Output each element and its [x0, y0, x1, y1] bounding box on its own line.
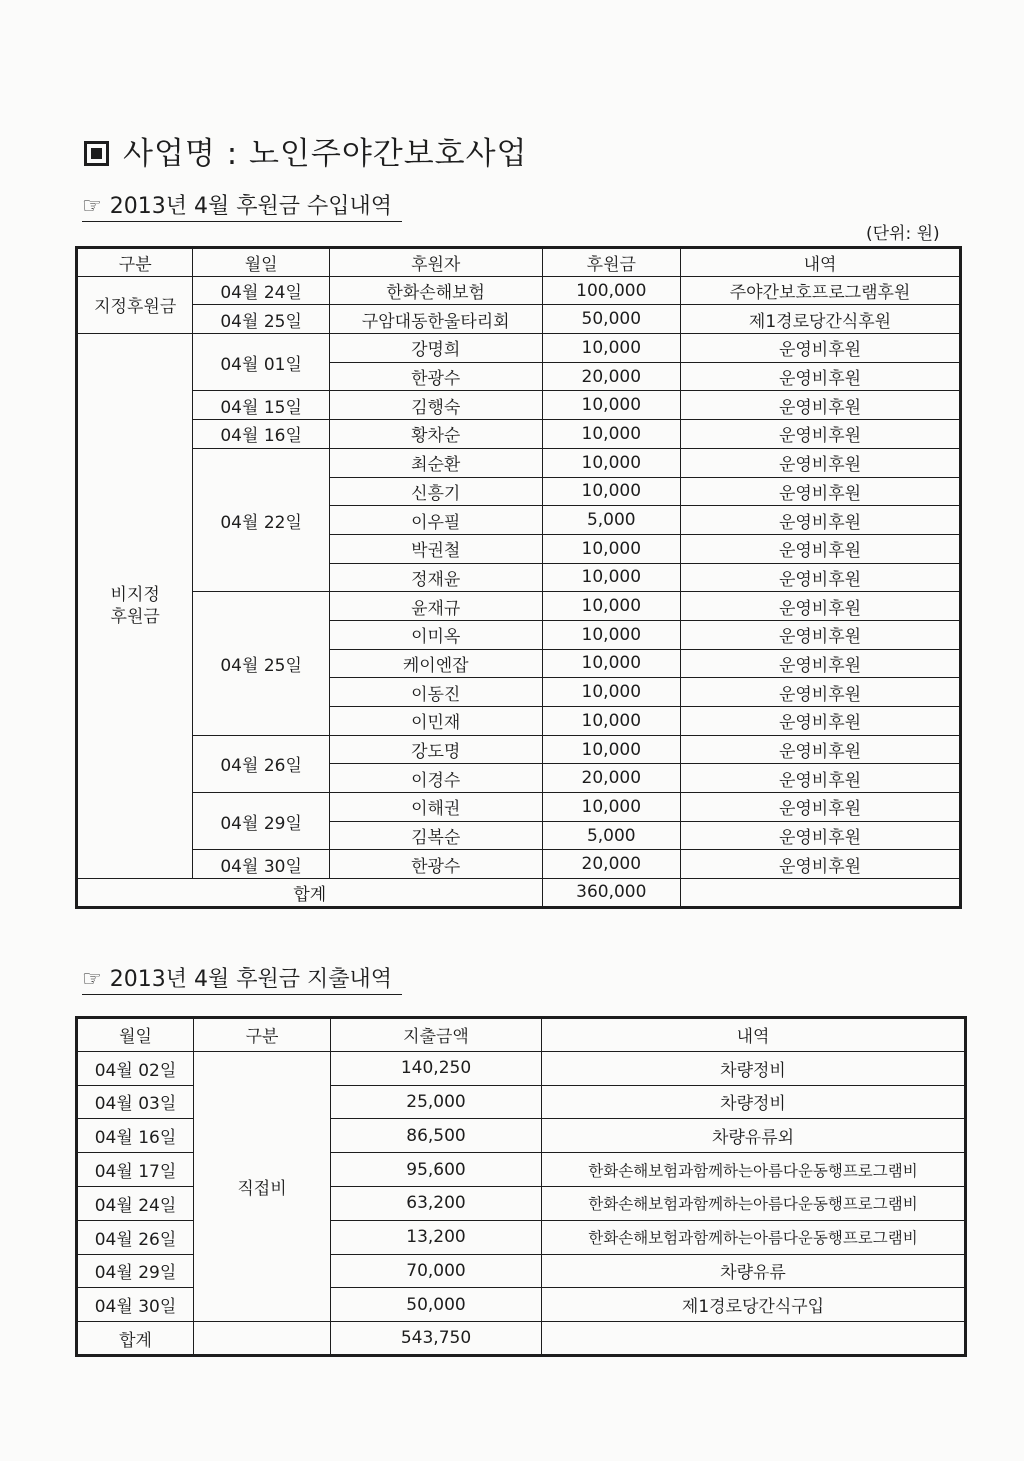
header-cell: 후원금	[542, 248, 680, 277]
date-cell: 04월 29일	[77, 1254, 194, 1288]
amount-cell: 10,000	[542, 620, 680, 649]
total-detail-cell	[681, 879, 961, 908]
date-cell: 04월 29일	[193, 793, 329, 850]
amount-cell: 70,000	[331, 1254, 542, 1288]
detail-cell: 운영비후원	[681, 334, 961, 363]
header-cell: 구분	[194, 1018, 331, 1052]
date-cell: 04월 15일	[193, 391, 329, 420]
header-cell: 구분	[77, 248, 193, 277]
donor-cell: 신흥기	[329, 477, 542, 506]
square-bullet-icon	[84, 141, 109, 166]
amount-cell: 10,000	[542, 334, 680, 363]
detail-cell: 차량유류외	[542, 1119, 966, 1153]
table-row	[77, 448, 961, 477]
expense-header-row	[77, 1018, 966, 1052]
header-cell: 내역	[681, 248, 961, 277]
donor-cell: 이미옥	[329, 620, 542, 649]
detail-cell: 주야간보호프로그램후원	[681, 276, 961, 305]
page-title-text: 사업명 : 노인주야간보호사업	[123, 136, 528, 172]
income-section-heading	[82, 189, 402, 222]
total-blank-cell	[194, 1322, 331, 1356]
detail-cell: 제1경로당간식구입	[542, 1288, 966, 1322]
donor-cell: 황차순	[329, 420, 542, 449]
amount-cell: 50,000	[331, 1288, 542, 1322]
donor-cell: 최순환	[329, 448, 542, 477]
detail-cell: 운영비후원	[681, 448, 961, 477]
page-title	[84, 128, 528, 173]
header-cell: 월일	[193, 248, 329, 277]
income-total-row	[77, 879, 961, 908]
table-row	[77, 391, 961, 420]
header-cell: 내역	[542, 1018, 966, 1052]
amount-cell: 5,000	[542, 506, 680, 535]
table-row	[77, 334, 961, 363]
detail-cell: 운영비후원	[681, 678, 961, 707]
unit-label: (단위: 원)	[866, 224, 940, 244]
donor-cell: 이우필	[329, 506, 542, 535]
donor-cell: 케이엔잡	[329, 649, 542, 678]
amount-cell: 10,000	[542, 592, 680, 621]
detail-cell: 운영비후원	[681, 764, 961, 793]
amount-cell: 25,000	[331, 1085, 542, 1119]
detail-cell: 운영비후원	[681, 592, 961, 621]
detail-cell: 운영비후원	[681, 534, 961, 563]
date-cell: 04월 30일	[193, 850, 329, 879]
date-cell: 04월 26일	[193, 735, 329, 792]
date-cell: 04월 25일	[193, 305, 329, 334]
table-row	[77, 735, 961, 764]
detail-cell: 운영비후원	[681, 563, 961, 592]
amount-cell: 10,000	[542, 448, 680, 477]
table-row	[77, 1051, 966, 1085]
nondesignated-category-cell: 비지정 후원금	[77, 334, 193, 879]
amount-cell: 20,000	[542, 362, 680, 391]
detail-cell: 한화손해보험과함께하는아름다운동행프로그램비	[542, 1186, 966, 1220]
amount-cell: 50,000	[542, 305, 680, 334]
detail-cell: 차량정비	[542, 1085, 966, 1119]
donor-cell: 정재윤	[329, 563, 542, 592]
donor-cell: 윤재규	[329, 592, 542, 621]
donor-cell: 구암대동한울타리회	[329, 305, 542, 334]
detail-cell: 차량유류	[542, 1254, 966, 1288]
amount-cell: 10,000	[542, 735, 680, 764]
income-header-row	[77, 248, 961, 277]
amount-cell: 10,000	[542, 678, 680, 707]
expense-section-heading	[82, 962, 402, 995]
total-label-cell: 합계	[77, 879, 543, 908]
date-cell: 04월 26일	[77, 1220, 194, 1254]
date-cell: 04월 30일	[77, 1288, 194, 1322]
donor-cell: 김행숙	[329, 391, 542, 420]
date-cell: 04월 16일	[77, 1119, 194, 1153]
detail-cell: 운영비후원	[681, 620, 961, 649]
income-table	[75, 246, 962, 909]
table-row	[77, 420, 961, 449]
amount-cell: 10,000	[542, 707, 680, 736]
amount-cell: 86,500	[331, 1119, 542, 1153]
detail-cell: 운영비후원	[681, 821, 961, 850]
amount-cell: 20,000	[542, 764, 680, 793]
amount-cell: 100,000	[542, 276, 680, 305]
date-cell: 04월 01일	[193, 334, 329, 391]
detail-cell: 운영비후원	[681, 391, 961, 420]
date-cell: 04월 24일	[77, 1186, 194, 1220]
detail-cell: 차량정비	[542, 1051, 966, 1085]
donor-cell: 한광수	[329, 362, 542, 391]
amount-cell: 10,000	[542, 793, 680, 822]
donor-cell: 박권철	[329, 534, 542, 563]
amount-cell: 10,000	[542, 391, 680, 420]
detail-cell: 한화손해보험과함께하는아름다운동행프로그램비	[542, 1153, 966, 1187]
header-cell: 지출금액	[331, 1018, 542, 1052]
detail-cell: 운영비후원	[681, 793, 961, 822]
amount-cell: 10,000	[542, 649, 680, 678]
header-cell: 월일	[77, 1018, 194, 1052]
amount-cell: 20,000	[542, 850, 680, 879]
amount-cell: 10,000	[542, 420, 680, 449]
expense-total-row	[77, 1322, 966, 1356]
amount-cell: 140,250	[331, 1051, 542, 1085]
total-label-cell: 합계	[77, 1322, 194, 1356]
date-cell: 04월 25일	[193, 592, 329, 735]
pointing-hand-icon: ☞	[82, 967, 102, 992]
amount-cell: 63,200	[331, 1186, 542, 1220]
detail-cell: 운영비후원	[681, 420, 961, 449]
donor-cell: 강도명	[329, 735, 542, 764]
donor-cell: 강명희	[329, 334, 542, 363]
table-row	[77, 850, 961, 879]
designated-category-cell: 지정후원금	[77, 276, 193, 333]
date-cell: 04월 16일	[193, 420, 329, 449]
detail-cell: 한화손해보험과함께하는아름다운동행프로그램비	[542, 1220, 966, 1254]
category-cell: 직접비	[194, 1051, 331, 1321]
total-detail-cell	[542, 1322, 966, 1356]
detail-cell: 운영비후원	[681, 735, 961, 764]
detail-cell: 운영비후원	[681, 707, 961, 736]
table-row	[77, 793, 961, 822]
detail-cell: 운영비후원	[681, 649, 961, 678]
header-cell: 후원자	[329, 248, 542, 277]
detail-cell: 제1경로당간식후원	[681, 305, 961, 334]
table-row	[77, 305, 961, 334]
total-amount-cell: 360,000	[542, 879, 680, 908]
donor-cell: 이경수	[329, 764, 542, 793]
donor-cell: 김복순	[329, 821, 542, 850]
detail-cell: 운영비후원	[681, 506, 961, 535]
amount-cell: 10,000	[542, 563, 680, 592]
amount-cell: 95,600	[331, 1153, 542, 1187]
date-cell: 04월 22일	[193, 448, 329, 591]
table-row	[77, 276, 961, 305]
donor-cell: 한광수	[329, 850, 542, 879]
date-cell: 04월 17일	[77, 1153, 194, 1187]
date-cell: 04월 24일	[193, 276, 329, 305]
amount-cell: 10,000	[542, 534, 680, 563]
detail-cell: 운영비후원	[681, 850, 961, 879]
detail-cell: 운영비후원	[681, 477, 961, 506]
date-cell: 04월 03일	[77, 1085, 194, 1119]
total-amount-cell: 543,750	[331, 1322, 542, 1356]
expense-table	[75, 1016, 967, 1357]
donor-cell: 이민재	[329, 707, 542, 736]
income-heading-text: 2013년 4월 후원금 수입내역	[109, 194, 392, 219]
pointing-hand-icon: ☞	[82, 194, 102, 219]
donor-cell: 한화손해보험	[329, 276, 542, 305]
detail-cell: 운영비후원	[681, 362, 961, 391]
donor-cell: 이동진	[329, 678, 542, 707]
amount-cell: 10,000	[542, 477, 680, 506]
date-cell: 04월 02일	[77, 1051, 194, 1085]
amount-cell: 13,200	[331, 1220, 542, 1254]
donor-cell: 이해권	[329, 793, 542, 822]
amount-cell: 5,000	[542, 821, 680, 850]
expense-heading-text: 2013년 4월 후원금 지출내역	[109, 967, 392, 992]
table-row	[77, 592, 961, 621]
